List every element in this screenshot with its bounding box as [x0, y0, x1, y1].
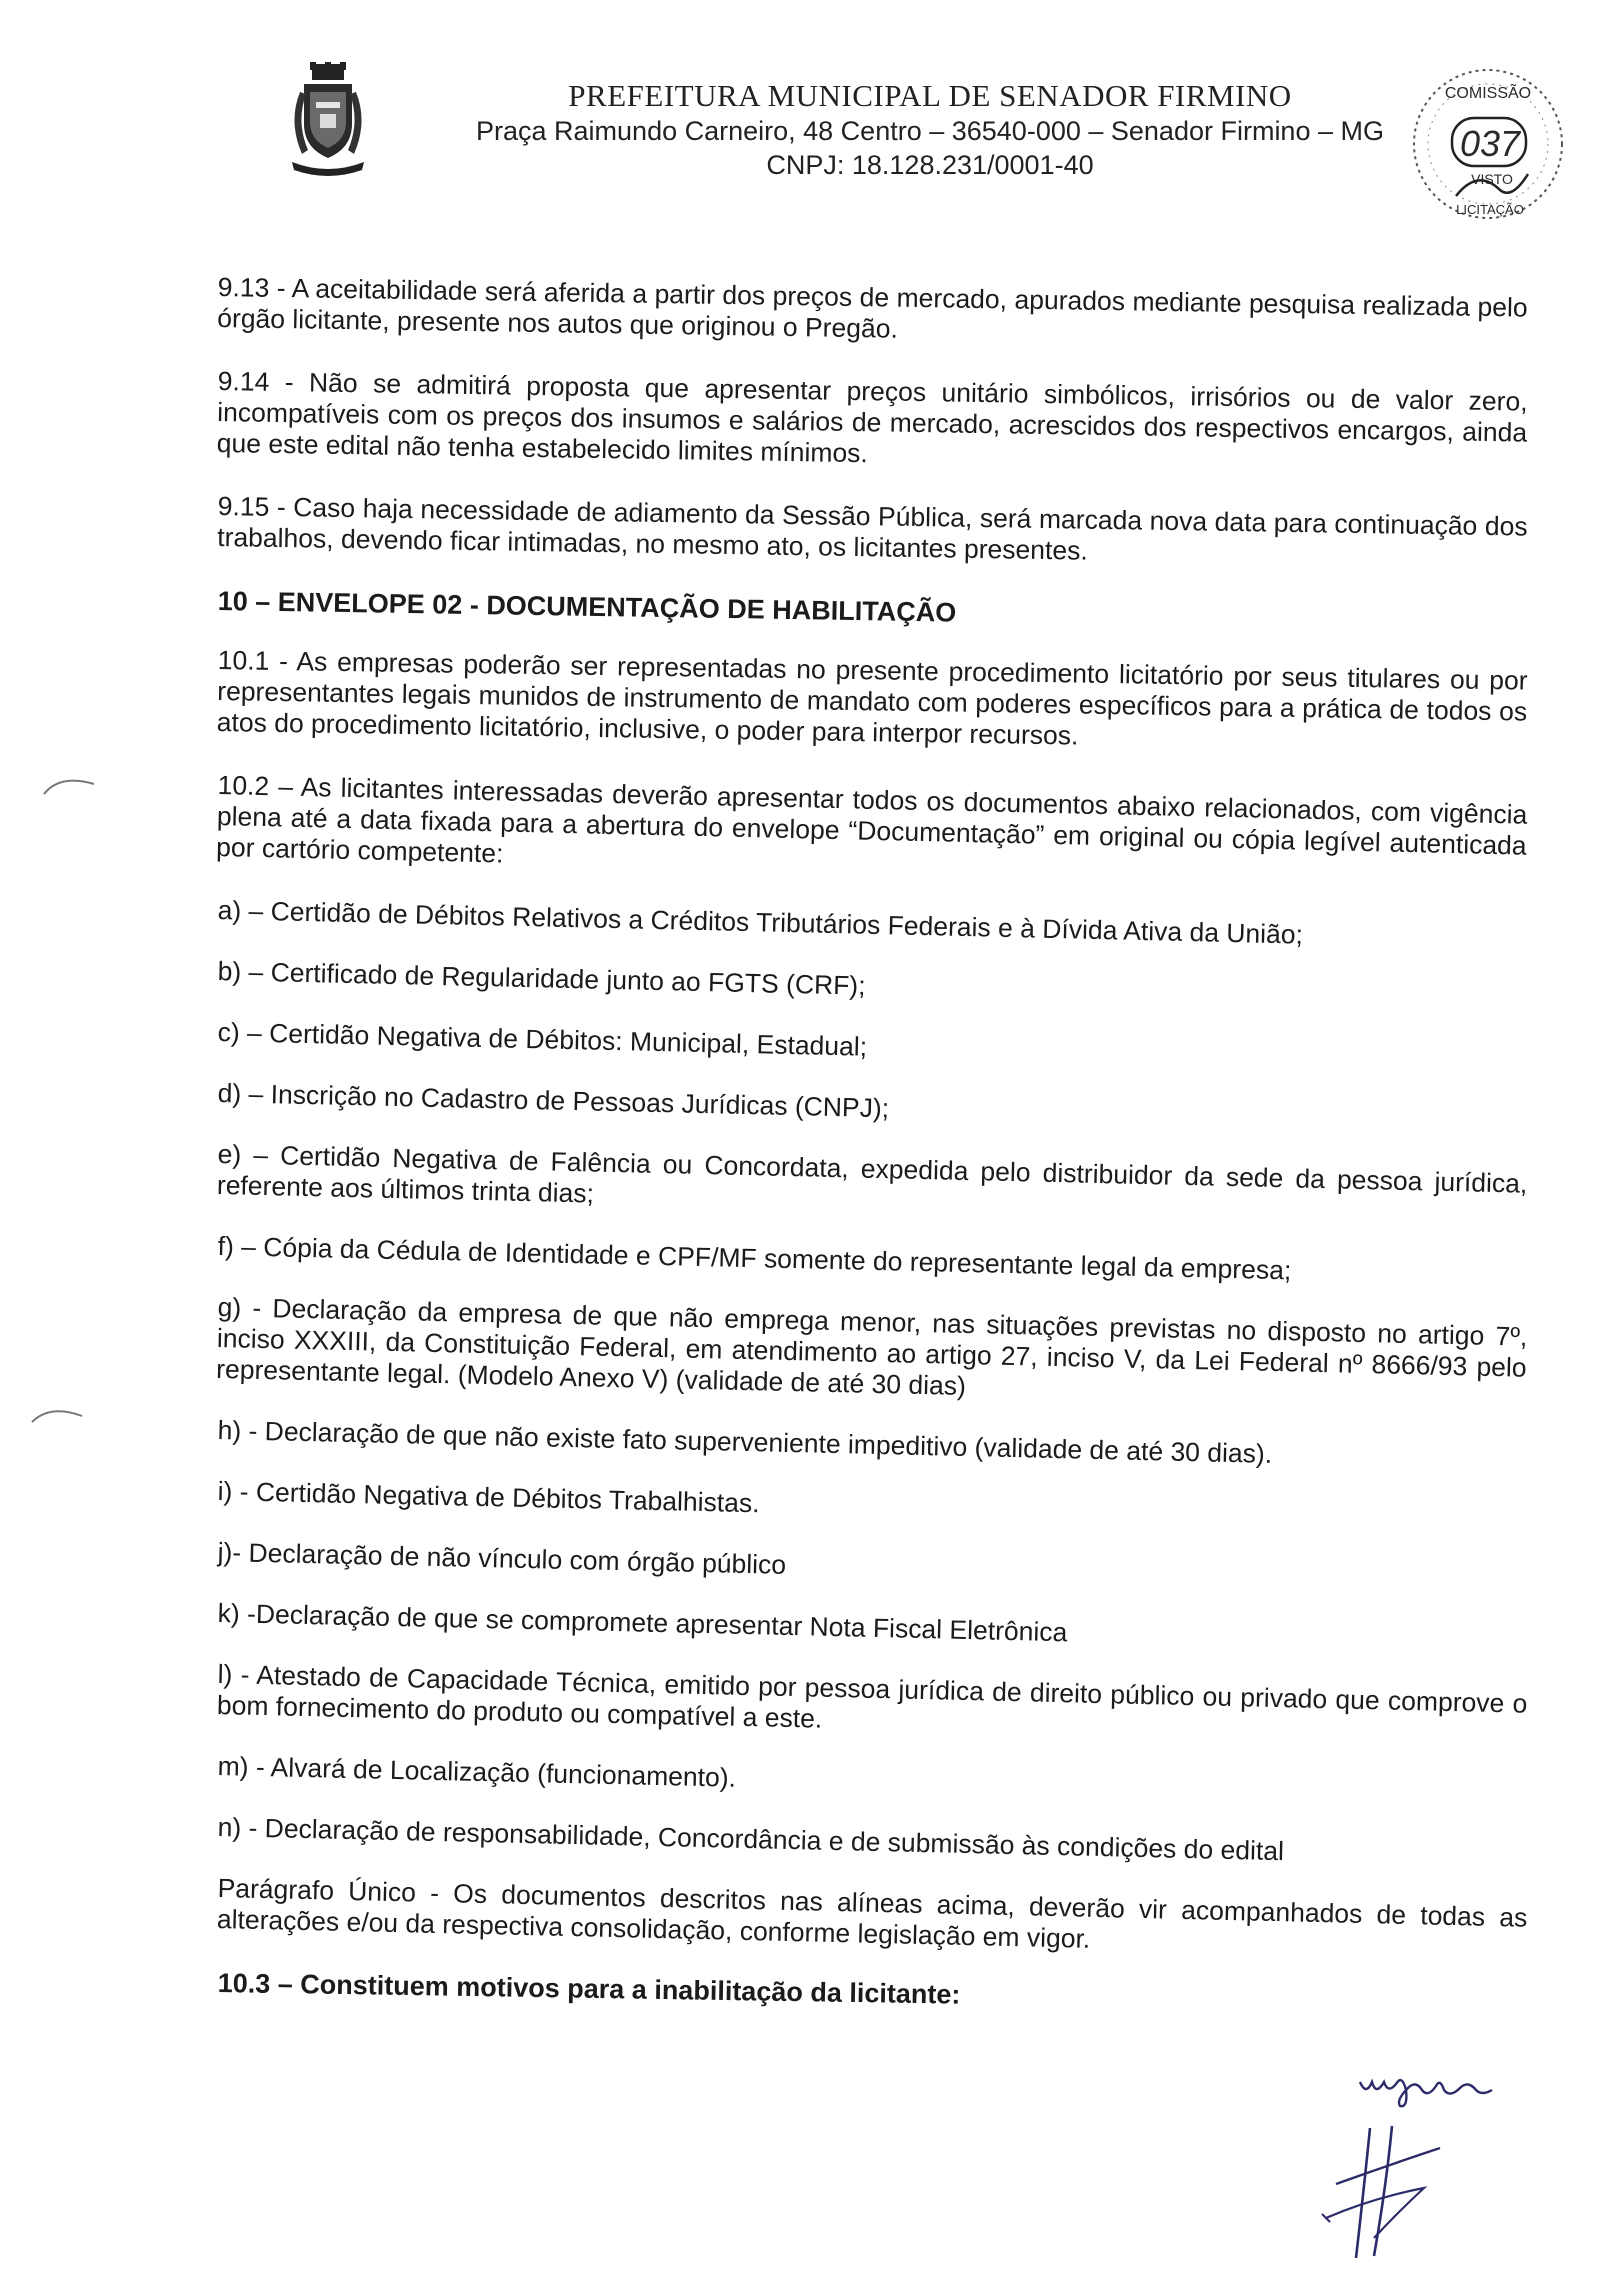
list-item: j)- Declaração de não vínculo com órgão público [217, 1537, 787, 1580]
list-item: n) - Declaração de responsabilidade, Concordância e de submissão às condições do edital [217, 1812, 1285, 1867]
list-item: g) - Declaração da empresa de que não emprega menor, nas situações previstas no disposto no artigo 7º, inciso XXXIII, da Constituição Federal, em atendimento ao artigo 27, inciso V, da Lei Federal nº 8666/93 pelo representante legal. (Modelo Anexo V) (validade de até 30 dias) [215, 1292, 1528, 1401]
list-item: h) - Declaração de que não existe fato superveniente impeditivo (validade de até 30 dias). [217, 1415, 1273, 1469]
list-item: f) – Cópia da Cédula de Identidade e CPF/MF somente do representante legal da empresa; [217, 1231, 1292, 1286]
section-10-3-heading: 10.3 – Constituem motivos para a inabilitação da licitante: [217, 1967, 961, 2010]
clause-9-15: 9.15 - Caso haja necessidade de adiamento da Sessão Pública, será marcada nova data para continuação dos trabalhos, devendo ficar intimadas, no mesmo ato, os licitantes presentes. [217, 491, 1528, 566]
letterhead-title: PREFEITURA MUNICIPAL DE SENADOR FIRMINO [568, 78, 1292, 113]
section-10-heading: 10 – ENVELOPE 02 - DOCUMENTAÇÃO DE HABILITAÇÃO [217, 585, 957, 628]
stamp-visto-text: VISTO [1471, 171, 1513, 187]
clause-10-2: 10.2 – As licitantes interessadas deverão apresentar todos os documentos abaixo relacionados, com vigência plena até a data fixada para a abertura do envelope “Documentação” em original ou cópia legível autenticada por cartório competente: [215, 770, 1528, 869]
list-item: b) – Certificado de Regularidade junto ao FGTS (CRF); [217, 956, 866, 1001]
paragrafo-unico: Parágrafo Único - Os documentos descritos nas alíneas acima, deverão vir acompanhados de todas as alterações e/ou da respectiva consolidação, conforme legislação em vigor. [216, 1873, 1528, 1954]
stamp-page-number: 037 [1459, 123, 1521, 164]
list-item: d) – Inscrição no Cadastro de Pessoas Jurídicas (CNPJ); [217, 1078, 890, 1124]
handwritten-initials-signature [1356, 2060, 1496, 2110]
margin-mark [28, 1400, 88, 1430]
list-item: i) - Certidão Negativa de Débitos Trabalhistas. [217, 1476, 760, 1519]
list-item: a) – Certidão de Débitos Relativos a Créditos Tributários Federais e à Dívida Ativa da União; [217, 895, 1304, 950]
list-item: e) – Certidão Negativa de Falência ou Concordata, expedida pelo distribuidor da sede da pessoa jurídica, referente aos últimos trinta dias; [216, 1139, 1528, 1209]
list-item: c) – Certidão Negativa de Débitos: Municipal, Estadual; [217, 1017, 868, 1062]
letterhead-cnpj: CNPJ: 18.128.231/0001-40 [766, 150, 1094, 180]
clause-10-1: 10.1 - As empresas poderão ser representadas no presente procedimento licitatório por seus titulares ou por representantes legais munidos de instrumento de mandato com poderes específicos para a prática de todos os atos do procedimento licitatório, inclusive, o poder para interpor recursos. [216, 645, 1528, 751]
handwritten-signature [1316, 2118, 1446, 2268]
clause-9-14: 9.14 - Não se admitirá proposta que apresentar preços unitário simbólicos, irrisórios ou de valor zero, incompatíveis com os preços dos insumos e salários de mercado, acrescidos dos respectivos encargos, ainda que este edital não tenha estabelecido limites mínimos. [216, 366, 1528, 469]
document-body [215, 272, 1528, 2027]
stamp-top-text: COMISSÃO [1444, 85, 1532, 102]
clause-9-13: 9.13 - A aceitabilidade será aferida a partir dos preços de mercado, apurados mediante pesquisa realizada pelo órgão licitante, presente nos autos que originou o Pregão. [217, 272, 1528, 344]
list-item: m) - Alvará de Localização (funcionamento). [217, 1751, 737, 1793]
margin-mark [40, 770, 100, 800]
letterhead-address: Praça Raimundo Carneiro, 48 Centro – 36540-000 – Senador Firmino – MG [476, 116, 1384, 146]
list-item: l) - Atestado de Capacidade Técnica, emitido por pessoa jurídica de direito público ou privado que comprove o bom fornecimento do produto ou compatível a este. [216, 1659, 1528, 1734]
commission-stamp [1408, 56, 1566, 232]
list-item: k) -Declaração de que se compromete apresentar Nota Fiscal Eletrônica [217, 1598, 1068, 1648]
municipal-crest-icon [282, 62, 374, 180]
letterhead [470, 78, 1390, 182]
stamp-bottom-text: LICITAÇÃO [1456, 202, 1524, 217]
